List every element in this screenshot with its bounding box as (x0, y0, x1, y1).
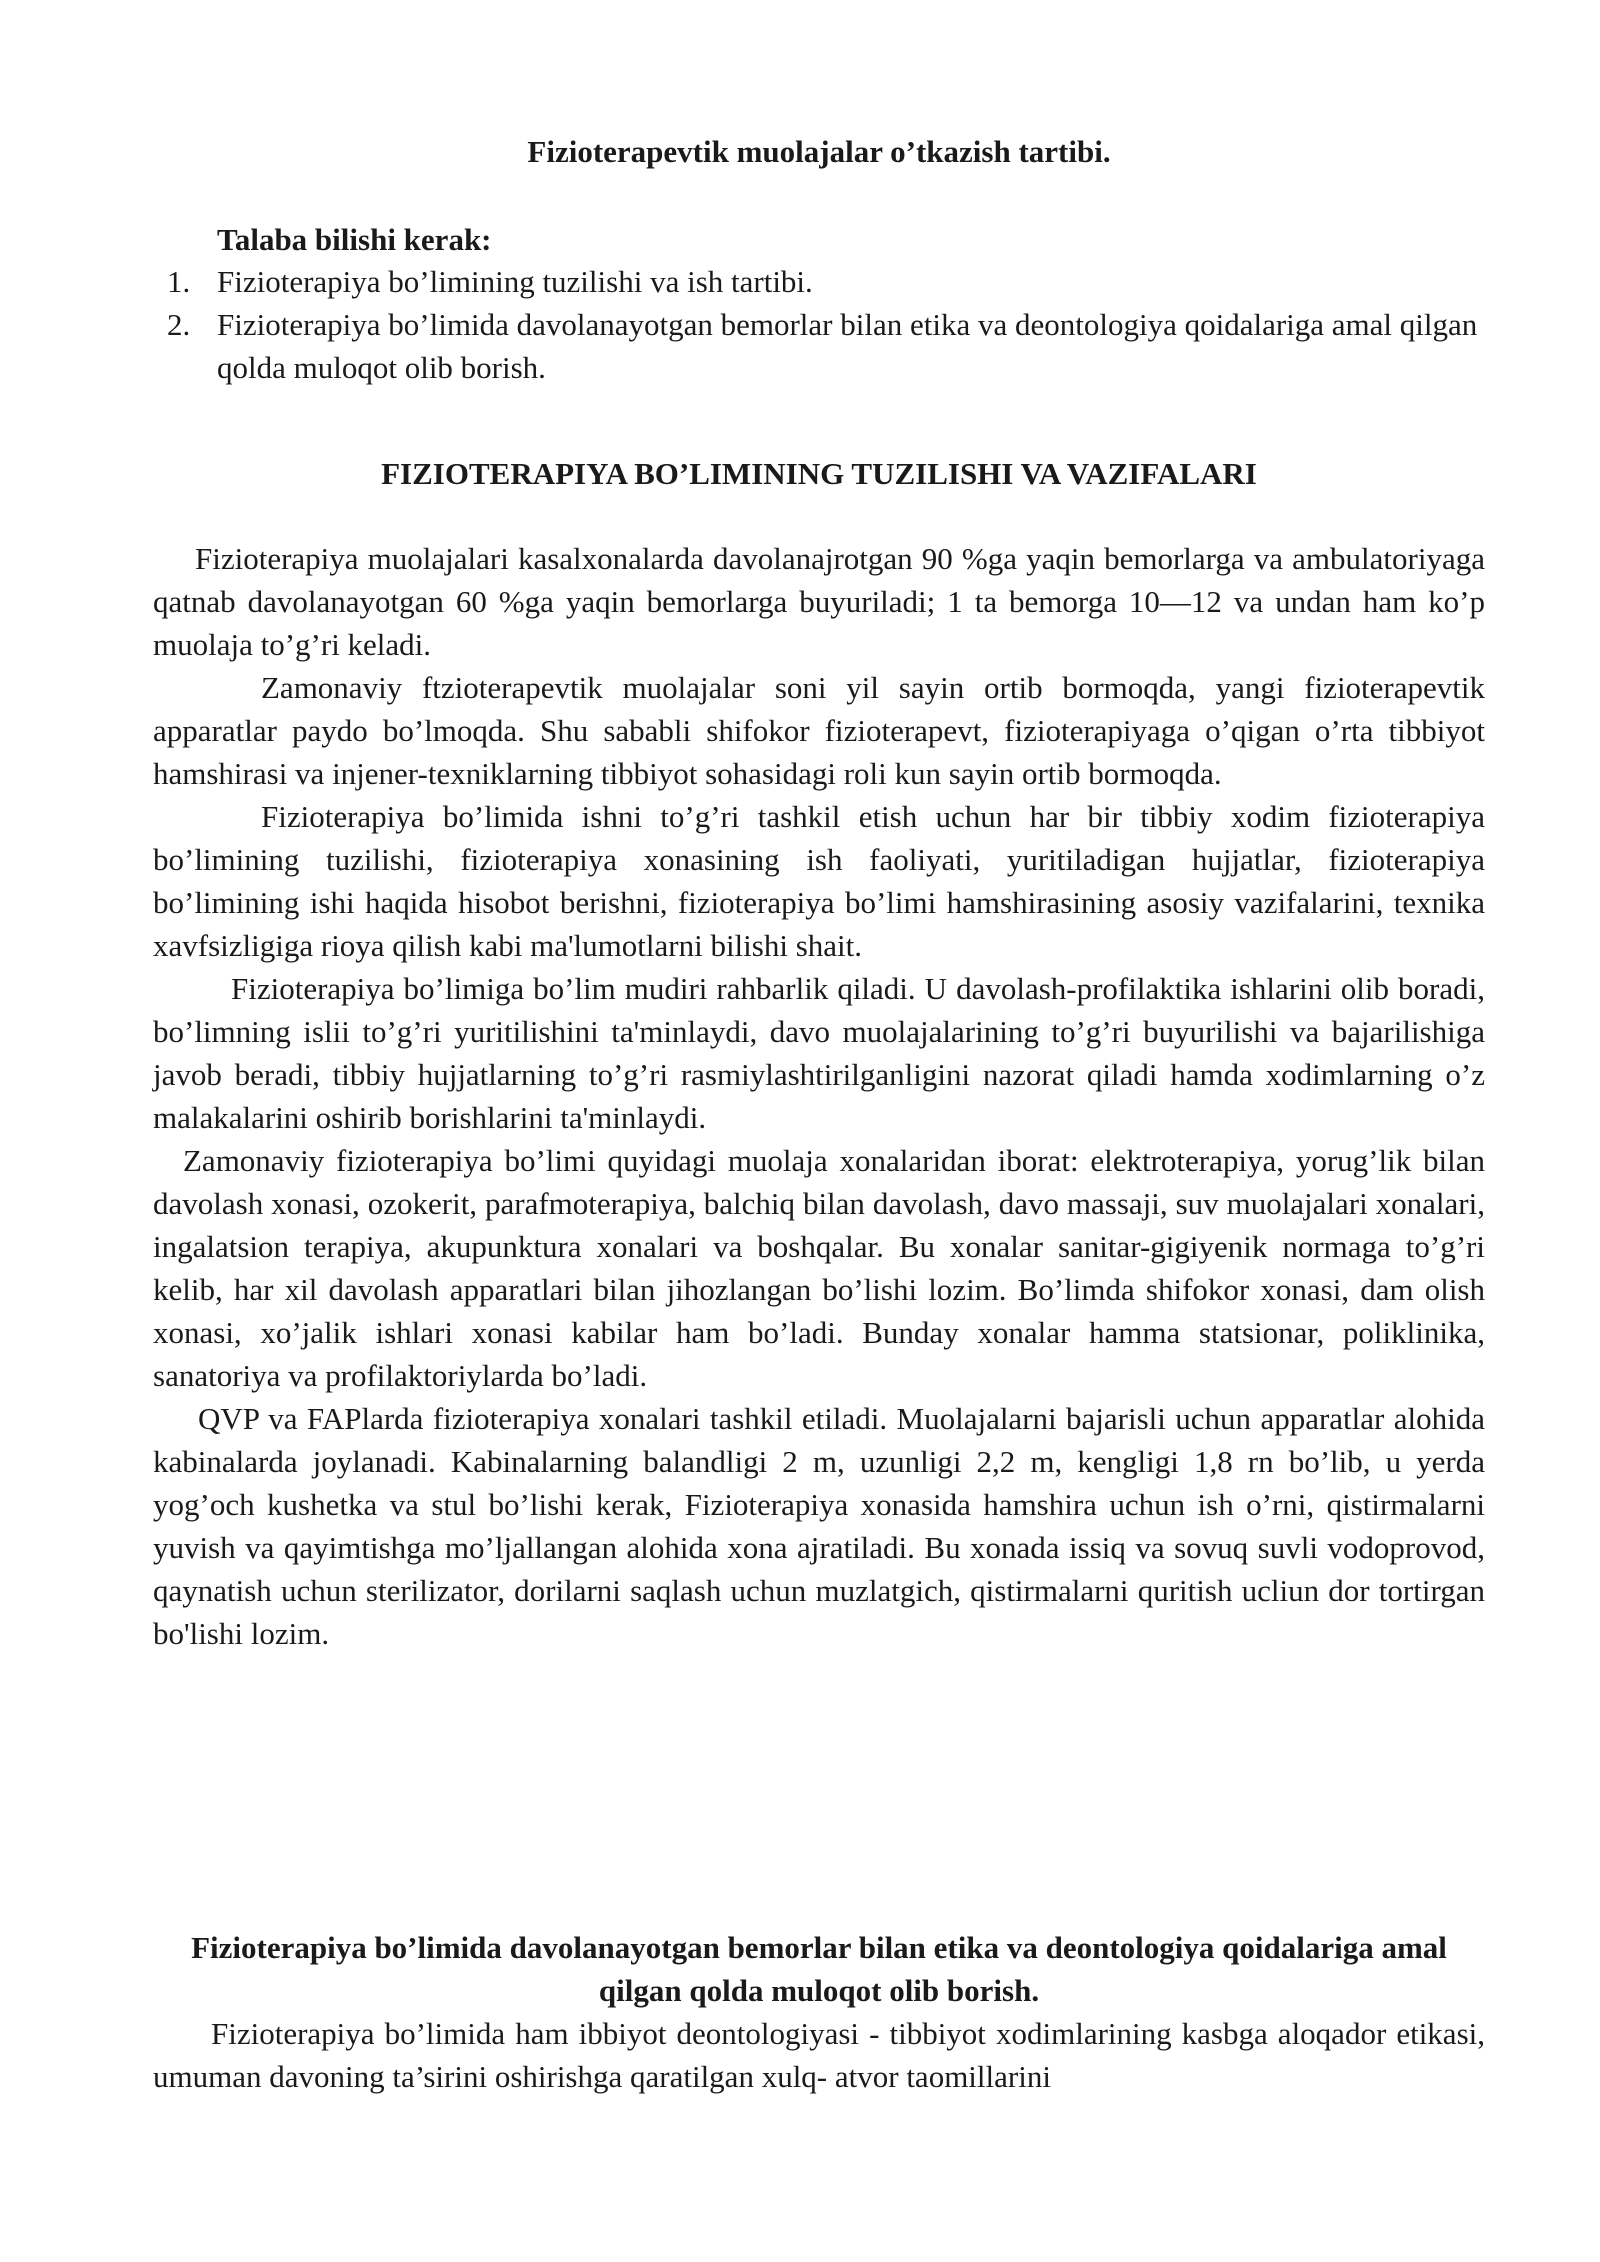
paragraph: Fizioterapiya bo’limiga bo’lim mudiri rahbarlik qiladi. U davolash-profilaktika ishlarini olib boradi, bo’limning islii to’g’ri yuritilishini ta'minlaydi, davo muolajalarining to’g’ri buyurilishi va bajarilishiga javob beradi, tibbiy hujjatlarning to’g’ri rasmiylashtirilganligini nazorat qiladi hamda xodimlarning o’z malakalarini oshirib borishlarini ta'minlaydi. (153, 971, 1485, 1135)
list-item-text: Fizioterapiya bo’limining tuzilishi va ish tartibi. (217, 264, 813, 299)
paragraph: Zamonaviy ftzioterapevtik muolajalar soni yil sayin ortib bormoqda, yangi fizioterapevtik apparatlar paydo bo’lmoqda. Shu sababli shifokor fizioterapevt, fizioterapiyaga o’qigan o’rta tibbiyot hamshirasi va injener-texniklarning tibbiyot sohasidagi roli kun sayin ortib bormoqda. (153, 670, 1485, 791)
paragraph: Zamonaviy fizioterapiya bo’limi quyidagi muolaja xonalaridan iborat: elektroterapiya, yorug’lik bilan davolash xonasi, ozokerit, parafmoterapiya, balchiq bilan davolash, davo massaji, suv muolajalari xonalari, ingalatsion terapiya, akupunktura xonalari va boshqalar. Bu xonalar sanitar-gigiyenik normaga to’g’ri kelib, har xil davolash apparatlari bilan jihozlangan bo’lishi lozim. Bo’limda shifokor xonasi, dam olish xonasi, xo’jalik ishlari xonasi kabilar ham bo’ladi. Bunday xonalar hamma statsionar, poliklinika, sanatoriya va profilaktoriylarda bo’ladi. (153, 1143, 1485, 1393)
section-body-ethics (153, 2012, 1485, 2098)
section-heading-structure: FIZIOTERAPIYA BO’LIMINING TUZILISHI VA VAZIFALARI (381, 456, 1257, 491)
list-item-number: 2. (167, 307, 191, 342)
document-title: Fizioterapevtik muolajalar o’tkazish tartibi. (527, 134, 1111, 169)
section-heading-ethics: Fizioterapiya bo’limida davolanayotgan bemorlar bilan etika va deontologiya qoidalariga amal qilgan qolda muloqot olib borish. (191, 1930, 1447, 2008)
knowledge-heading: Talaba bilishi kerak: (217, 222, 492, 257)
paragraph: Fizioterapiya muolajalari kasalxonalarda davolanajrotgan 90 %ga yaqin bemorlarga va ambulatoriyaga qatnab davolanayotgan 60 %ga yaqin bemorlarga buyuriladi; 1 ta bemorga 10—12 va undan ham ko’p muolaja to’g’ri keladi. (153, 541, 1485, 662)
list-item-text: Fizioterapiya bo’limida davolanayotgan bemorlar bilan etika va deontologiya qoidalariga amal qilgan qolda muloqot olib borish. (217, 307, 1478, 385)
list-item-number: 1. (167, 264, 191, 299)
paragraph: Fizioterapiya bo’limida ishni to’g’ri tashkil etish uchun har bir tibbiy xodim fizioterapiya bo’limining tuzilishi, fizioterapiya xonasining ish faoliyati, yuritiladigan hujjatlar, fizioterapiya bo’limining ishi haqida hisobot berishni, fizioterapiya bo’limi hamshirasining asosiy vazifalarini, texnika xavfsizligiga rioya qilish kabi ma'lumotlarni bilishi shait. (153, 799, 1485, 963)
paragraph: Fizioterapiya bo’limida ham ibbiyot deontologiyasi - tibbiyot xodimlarining kasbga aloqador etikasi, umuman davoning ta’sirini oshirishga qaratilgan xulq- atvor taomillarini (153, 2016, 1485, 2094)
list-item (153, 260, 1485, 303)
knowledge-list (153, 260, 1485, 389)
paragraph: QVP va FAPlarda fizioterapiya xonalari tashkil etiladi. Muolajalarni bajarisli uchun apparatlar alohida kabinalarda joylanadi. Kabinalarning balandligi 2 m, uzunligi 2,2 m, kengligi 1,8 rn bo’lib, u yerda yog’och kushetka va stul bo’lishi kerak, Fizioterapiya xonasida hamshira uchun ish o’rni, qistirmalarni yuvish va qayimtishga mo’ljallangan alohida xona ajratiladi. Bu xonada issiq va sovuq suvli vodoprovod, qaynatish uchun sterilizator, dorilarni saqlash uchun muzlatgich, qistirmalarni quritish ucliun dor tortirgan bo'lishi lozim. (153, 1401, 1485, 1651)
list-item (153, 303, 1485, 389)
section-body-structure (153, 537, 1485, 1655)
